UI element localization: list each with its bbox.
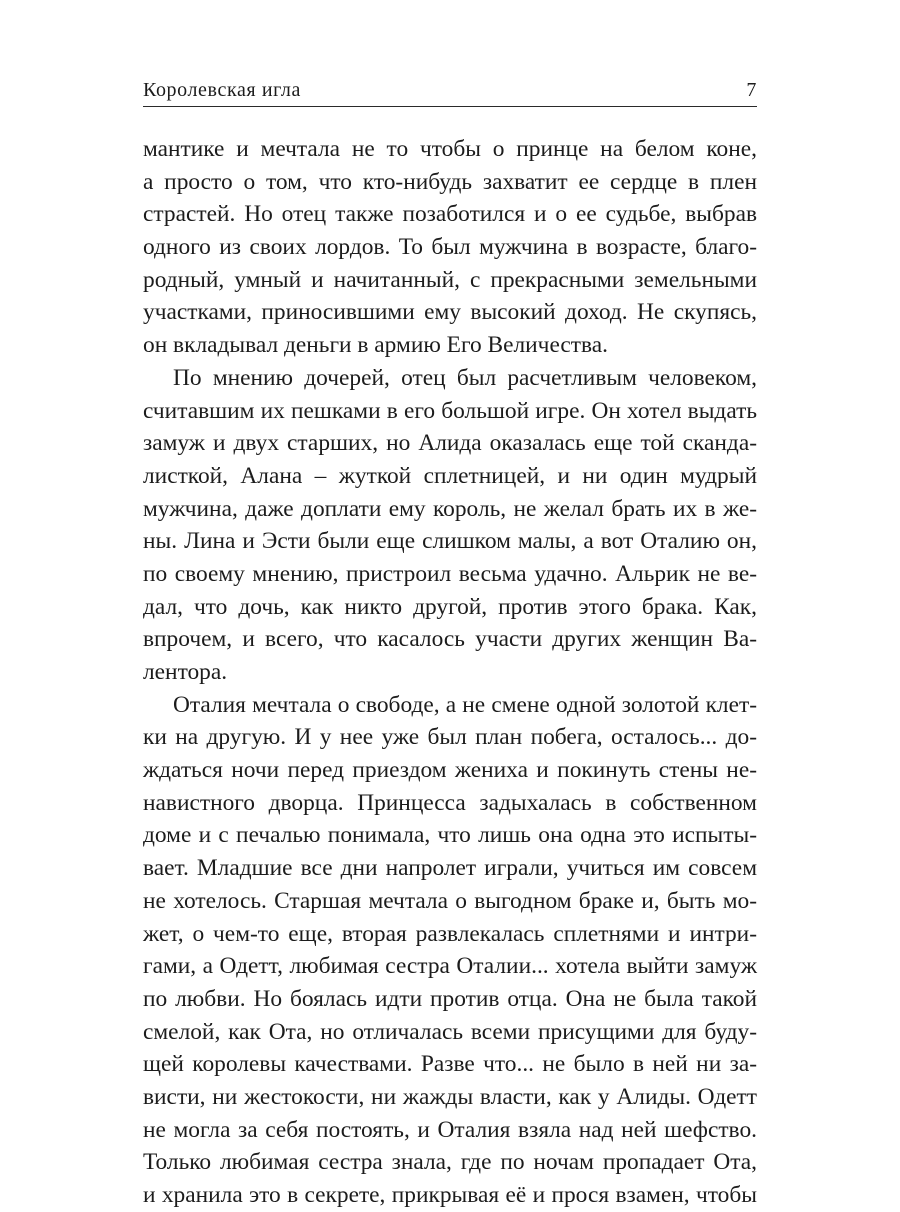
text-line: щей королевы качествами. Разве что... не было в ней ни за- xyxy=(143,1051,757,1078)
body-text xyxy=(143,133,757,1212)
paragraph xyxy=(143,133,757,362)
text-line: ждаться ночи перед приездом жениха и покинуть стены не- xyxy=(143,757,757,784)
text-line: доме и с печалью понимала, что лишь она одна это испыты- xyxy=(143,822,757,849)
text-line: он вкладывал деньги в армию Его Величества. xyxy=(143,332,608,359)
text-line: навистного дворца. Принцесса задыхалась в собственном xyxy=(143,789,757,816)
running-title: Королевская игла xyxy=(143,79,301,101)
text-line: по своему мнению, пристроил весьма удачно. Альрик не ве- xyxy=(143,560,757,587)
text-line: замуж и двух старших, но Алида оказалась еще той сканда- xyxy=(143,430,757,457)
text-line: вает. Младшие все дни напролет играли, учиться им совсем xyxy=(143,855,757,882)
text-line: ки на другую. И у нее уже был план побега, осталось... до- xyxy=(143,724,757,751)
text-line: смелой, как Ота, но отличалась всеми присущими для буду- xyxy=(143,1018,757,1045)
text-line: листкой, Алана – жуткой сплетницей, и ни один мудрый xyxy=(143,462,757,489)
paragraph xyxy=(143,689,757,1212)
paragraph xyxy=(143,362,757,689)
text-line: участками, приносившими ему высокий доход. Не скупясь, xyxy=(143,299,757,326)
text-line: мантике и мечтала не то чтобы о принце на белом коне, xyxy=(143,136,757,162)
header-rule xyxy=(143,106,757,107)
text-line: жет, о чем-то еще, вторая развлекалась сплетнями и интри- xyxy=(143,920,757,947)
text-line: мужчина, даже доплати ему король, не желал брать их в же- xyxy=(143,495,757,522)
text-line: одного из своих лордов. То был мужчина в возрасте, благо- xyxy=(143,234,757,261)
text-line: не могла за себя постоять, и Оталия взяла над ней шефство. xyxy=(143,1116,757,1143)
page-number: 7 xyxy=(746,79,757,101)
text-line: висти, ни жестокости, ни жажды власти, как у Алиды. Одетт xyxy=(143,1083,757,1110)
text-line: лентора. xyxy=(143,659,228,685)
text-line: Оталия мечтала о свободе, а не смене одной золотой клет- xyxy=(173,691,757,718)
text-line: а просто о том, что кто-нибудь захватит ее сердце в плен xyxy=(143,168,757,195)
text-line: считавшим их пешками в его большой игре. Он хотел выдать xyxy=(143,397,757,424)
text-line: родный, умный и начитанный, с прекрасными земельными xyxy=(143,266,757,293)
text-line: ны. Лина и Эсти были еще слишком малы, а вот Оталию он, xyxy=(143,528,757,555)
text-line: по любви. Но боялась идти против отца. Она не была такой xyxy=(143,985,757,1012)
text-line: не хотелось. Старшая мечтала о выгодном браке и, быть мо- xyxy=(143,887,757,914)
text-line: дал, что дочь, как никто другой, против этого брака. Как, xyxy=(143,593,757,620)
text-line: впрочем, и всего, что касалось участи других женщин Ва- xyxy=(143,626,757,653)
text-line: и хранила это в секрете, прикрывая её и прося взамен, чтобы xyxy=(143,1182,757,1208)
text-line: гами, а Одетт, любимая сестра Оталии... хотела выйти замуж xyxy=(143,953,757,980)
text-line: страстей. Но отец также позаботился и о ее судьбе, выбрав xyxy=(143,201,757,228)
text-line: Только любимая сестра знала, где по ночам пропадает Ота, xyxy=(143,1149,757,1176)
text-line: По мнению дочерей, отец был расчетливым человеком, xyxy=(173,364,757,391)
running-header xyxy=(143,70,757,102)
